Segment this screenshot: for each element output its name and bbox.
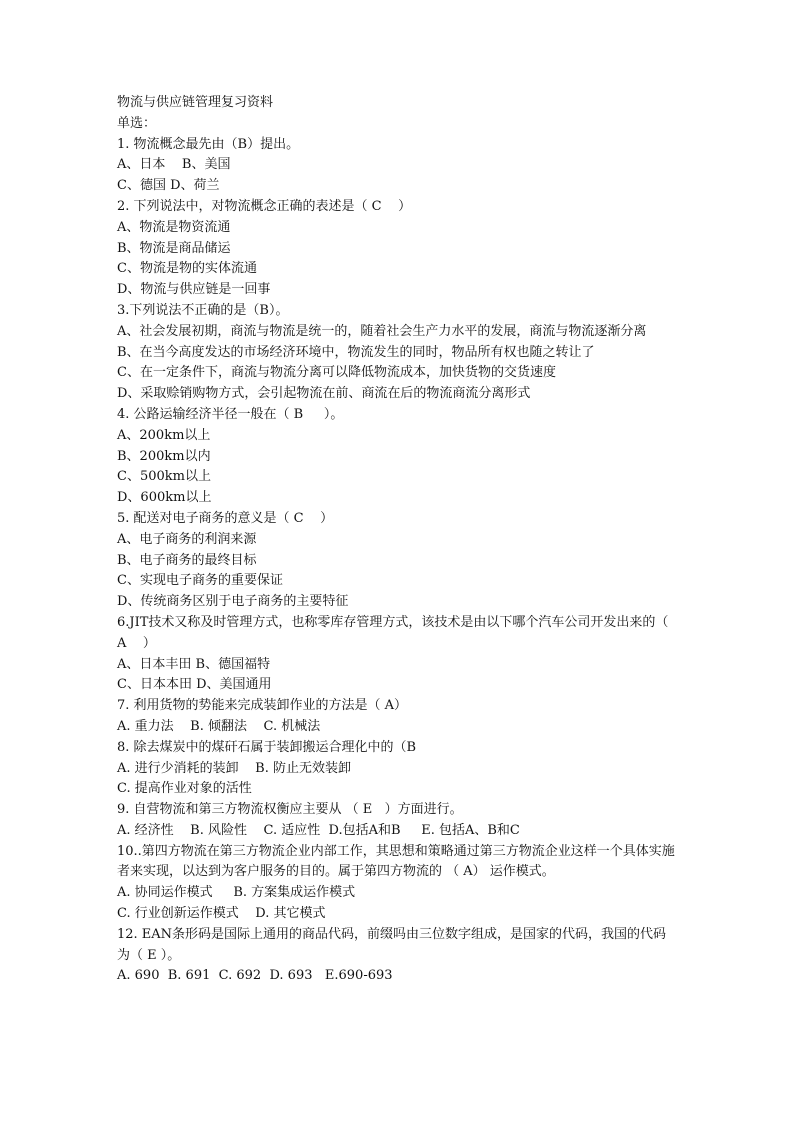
text-line: B、物流是商品储运 bbox=[117, 240, 231, 256]
text-line: 2. 下列说法中，对物流概念正确的表述是（ C ） bbox=[117, 198, 412, 214]
text-line: 12. EAN条形码是国际上通用的商品代码，前缀吗由三位数字组成，是国家的代码，我国的代码为（ E ）。 bbox=[117, 926, 667, 963]
text-line: D、物流与供应链是一回事 bbox=[117, 282, 271, 298]
text-line: 8. 除去煤炭中的煤矸石属于装卸搬运合理化中的（B bbox=[117, 739, 417, 755]
text-line: A. 经济性 B. 风险性 C. 适应性 D.包括A和B E. 包括A、B和C bbox=[117, 822, 520, 838]
text-line: A、200km以上 bbox=[117, 427, 211, 443]
text-line: 4. 公路运输经济半径一般在（ B ）。 bbox=[117, 406, 344, 422]
section-heading: 单选： bbox=[117, 115, 157, 131]
document-body bbox=[117, 93, 677, 987]
text-line: 1. 物流概念最先由（B）提出。 bbox=[117, 136, 300, 152]
text-line: C、物流是物的实体流通 bbox=[117, 261, 257, 277]
text-line: D、传统商务区别于电子商务的主要特征 bbox=[117, 594, 349, 610]
text-line: A、日本 B、美国 bbox=[117, 157, 231, 173]
document-title: 物流与供应链管理复习资料 bbox=[117, 95, 274, 110]
text-line: C、日本本田 D、美国通用 bbox=[117, 677, 272, 693]
text-line: A. 690 B. 691 C. 692 D. 693 E.690-693 bbox=[117, 968, 393, 984]
text-line: C、在一定条件下，商流与物流分离可以降低物流成本，加快货物的交货速度 bbox=[117, 365, 556, 381]
text-line: 5. 配送对电子商务的意义是（ C ） bbox=[117, 510, 334, 526]
text-line: A. 重力法 B. 倾翻法 C. 机械法 bbox=[117, 718, 321, 734]
text-line: 6.JIT技术又称及时管理方式，也称零库存管理方式，该技术是由以下哪个汽车公司开发出来的（ A ） bbox=[117, 614, 673, 651]
text-line: B、电子商务的最终目标 bbox=[117, 552, 257, 568]
text-line: A、日本丰田 B、德国福特 bbox=[117, 656, 271, 672]
text-line: B、200km以内 bbox=[117, 448, 211, 464]
text-line: D、600km以上 bbox=[117, 490, 212, 506]
text-line: D、采取赊销购物方式，会引起物流在前、商流在后的物流商流分离形式 bbox=[117, 386, 531, 402]
text-line: 7. 利用货物的势能来完成装卸作业的方法是（ A） bbox=[117, 698, 408, 714]
text-line: C. 提高作业对象的活性 bbox=[117, 781, 252, 797]
text-line: C、德国 D、荷兰 bbox=[117, 178, 220, 194]
text-line: A、物流是物资流通 bbox=[117, 219, 231, 235]
text-line: A、社会发展初期，商流与物流是统一的，随着社会生产力水平的发展，商流与物流逐渐分离 bbox=[117, 323, 647, 339]
text-line: A. 进行少消耗的装卸 B. 防止无效装卸 bbox=[117, 760, 352, 776]
text-line: A、电子商务的利润来源 bbox=[117, 531, 257, 547]
text-line: C、500km以上 bbox=[117, 469, 211, 485]
text-line: A. 协同运作模式 B. 方案集成运作模式 bbox=[117, 885, 356, 901]
text-line: C. 行业创新运作模式 D. 其它模式 bbox=[117, 906, 326, 922]
text-line: C、实现电子商务的重要保证 bbox=[117, 573, 283, 589]
text-line: 10..第四方物流在第三方物流企业内部工作，其思想和策略通过第三方物流企业这样一个具体实施者来实现，以达到为客户服务的目的。属于第四方物流的 （ A） 运作模式。 bbox=[117, 843, 675, 880]
text-line: B、在当今高度发达的市场经济环境中，物流发生的同时，物品所有权也随之转让了 bbox=[117, 344, 595, 360]
text-line: 3.下列说法不正确的是（B）。 bbox=[117, 302, 289, 318]
text-line: 9. 自营物流和第三方物流权衡应主要从 （ E ）方面进行。 bbox=[117, 802, 463, 818]
